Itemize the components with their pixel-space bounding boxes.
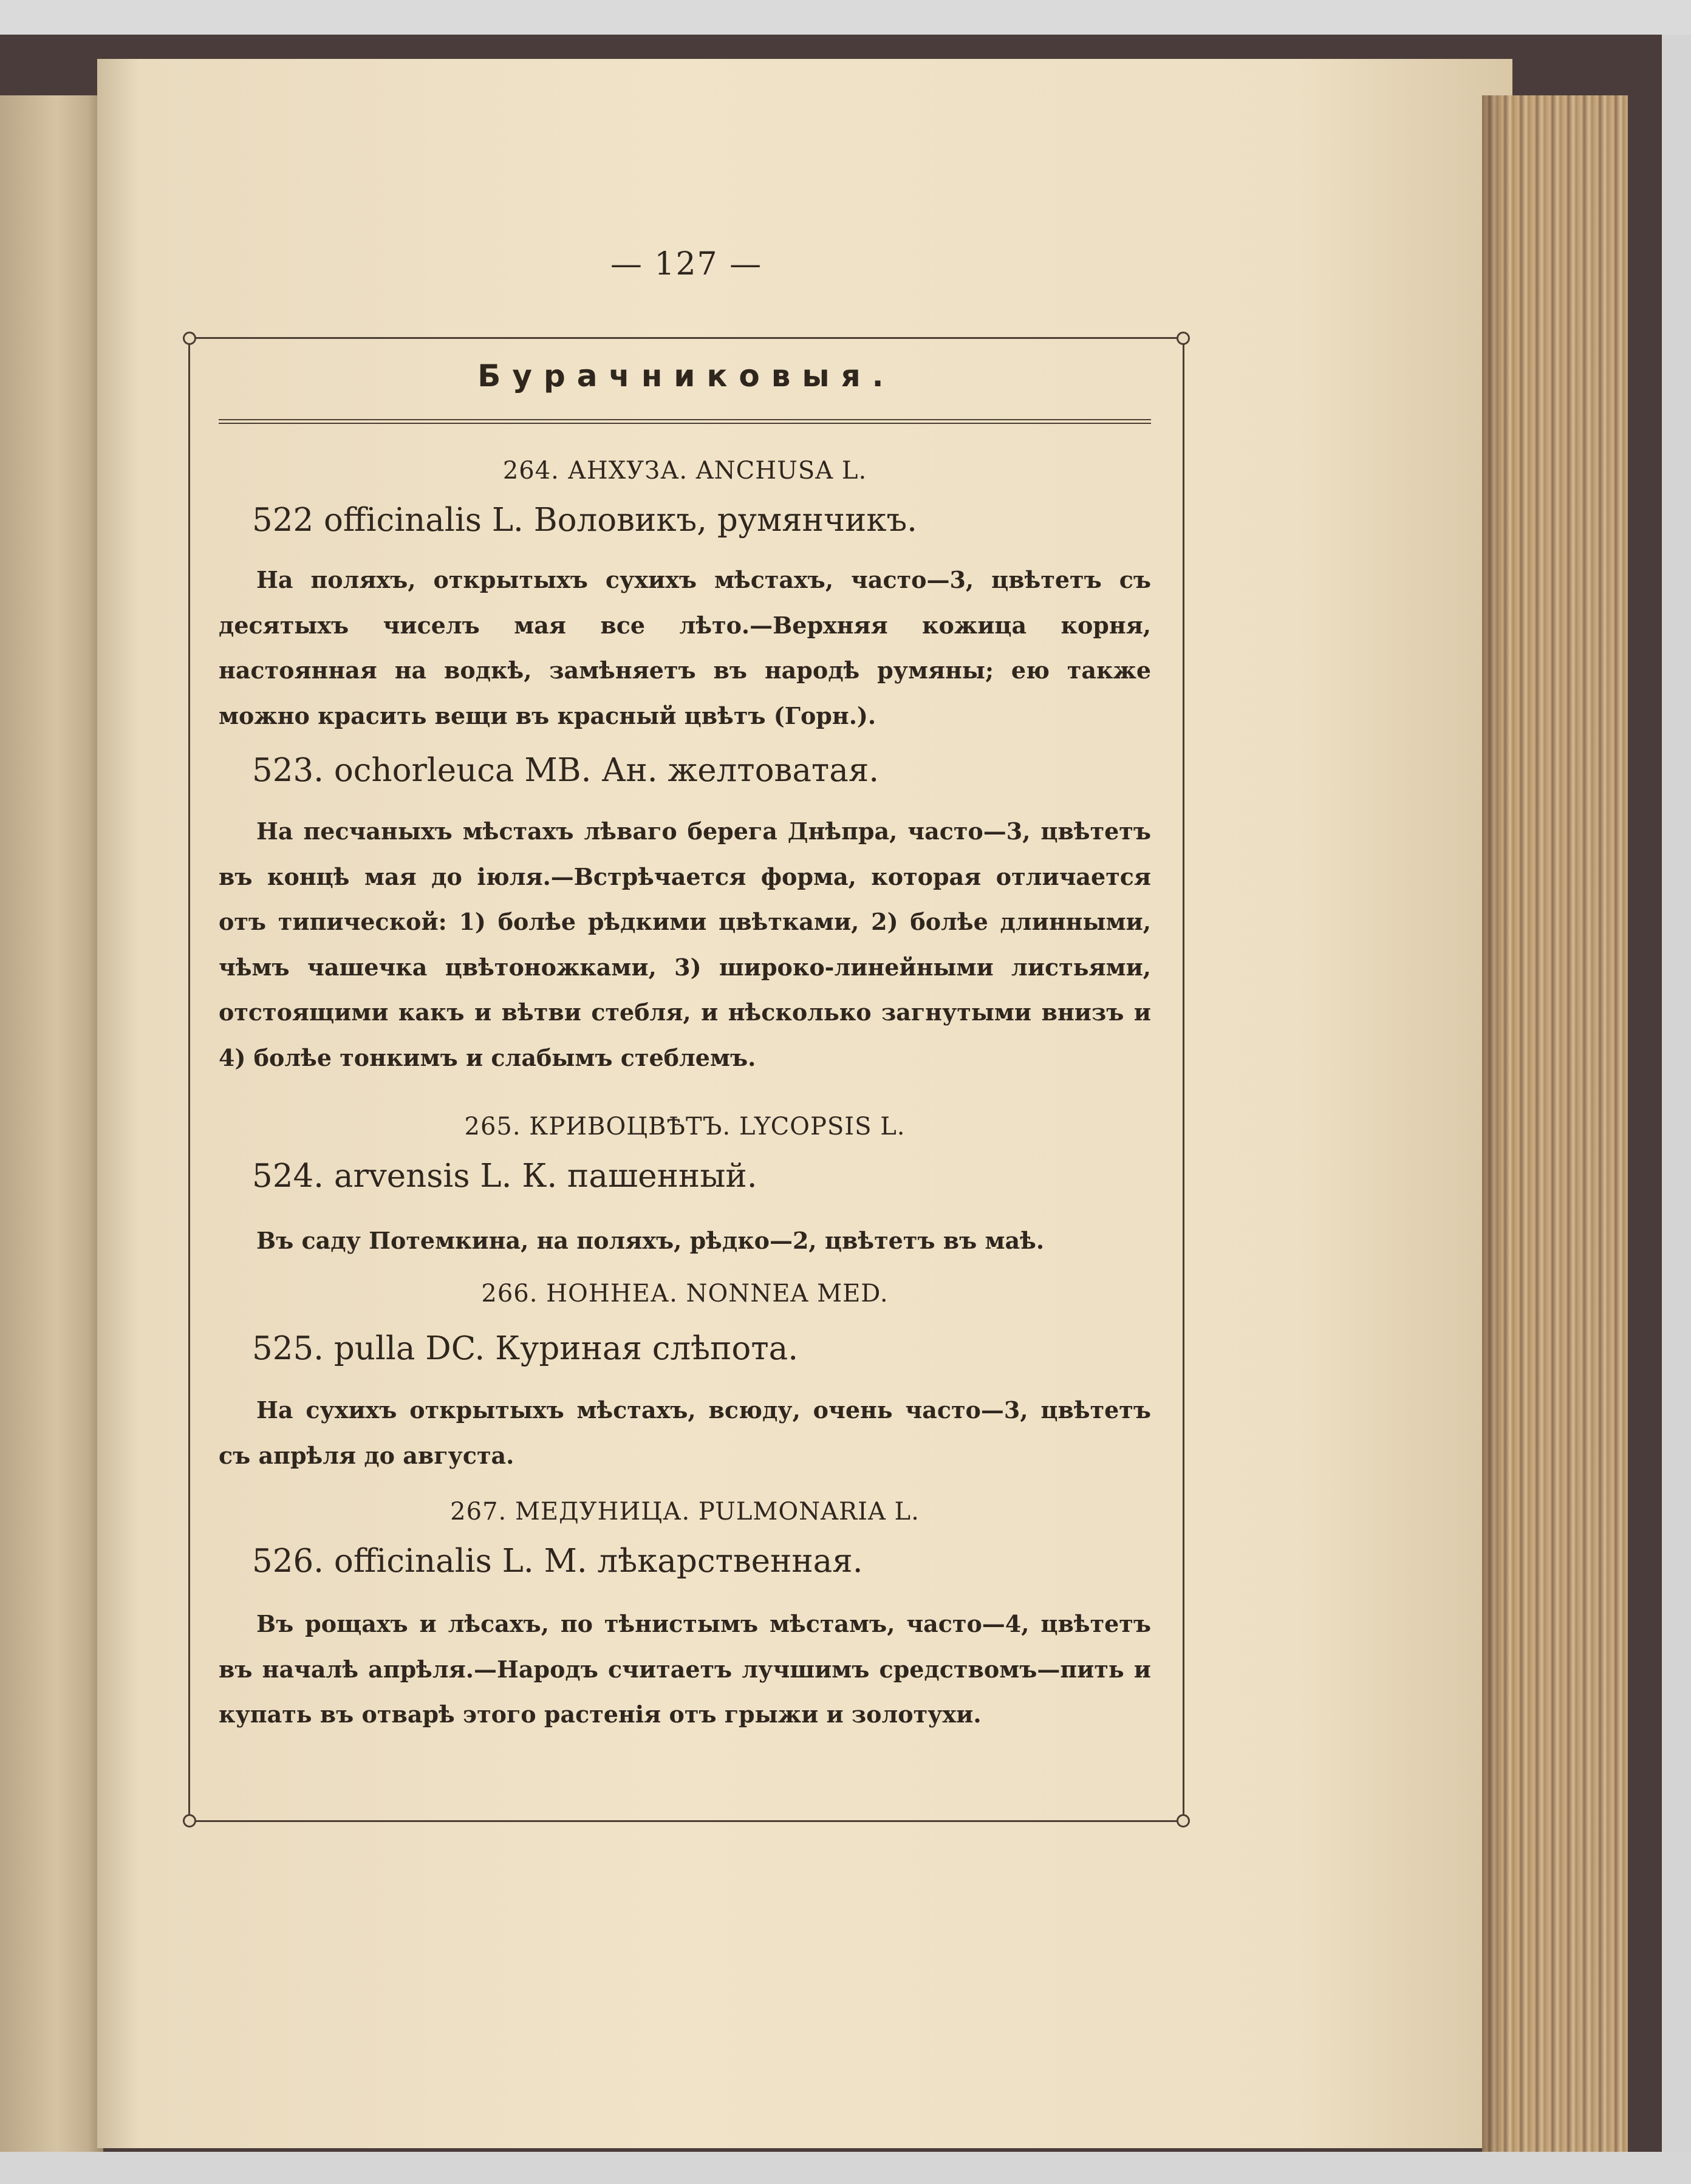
frame-ornament-icon xyxy=(1177,332,1190,345)
section-title: Бурачниковыя. xyxy=(477,358,895,394)
title-rule xyxy=(219,419,1151,424)
species-description: Въ рощахъ и лѣсахъ, по тѣнистымъ мѣстамъ, часто—4, цвѣтетъ въ началѣ апрѣля.—Народъ считаетъ лучшимъ средствомъ—пить и купать въ отварѣ этого растенія отъ грыжи и золотухи. xyxy=(219,1610,1151,1728)
page-number: — 127 — xyxy=(610,246,763,282)
species-heading: 526. officinalis L. М. лѣкарственная. xyxy=(252,1543,863,1580)
species-heading: 524. arvensis L. К. пашенный. xyxy=(252,1158,757,1195)
genus-heading: 267. МЕДУНИЦА. PULMONARIA L. xyxy=(450,1498,920,1526)
species-description: На поляхъ, открытыхъ сухихъ мѣстахъ, часто—3, цвѣтетъ съ десятыхъ чиселъ мая все лѣто.—Верхняя кожица корня, настоянная на водкѣ, замѣняетъ въ народѣ румяны; ею также можно красить вещи въ красный цвѣтъ (Горн.). xyxy=(219,566,1151,729)
species-description: На песчаныхъ мѣстахъ лѣваго берега Днѣпра, часто—3, цвѣтетъ въ концѣ мая до іюля.—Встрѣчается форма, которая отличается отъ типической: 1) болѣе рѣдкими цвѣтками, 2) болѣе длинными, чѣмъ чашечка цвѣтоножками, 3) широко-линейными листьями, отстоящими какъ и вѣтви стебля, и нѣсколько загнутыми внизъ и 4) болѣе тонкимъ и слабымъ стеблемъ. xyxy=(219,817,1151,1071)
frame-ornament-icon xyxy=(183,1814,196,1827)
genus-heading: 266. НОННЕА. NONNEA MED. xyxy=(481,1280,889,1308)
species-heading: 523. ochorleuca MB. Ан. желтоватая. xyxy=(252,752,880,789)
genus-heading: 264. АНХУЗА. ANCHUSA L. xyxy=(502,457,867,485)
species-heading: 525. pulla DC. Куриная слѣпота. xyxy=(252,1330,799,1367)
genus-heading: 265. КРИВОЦВѢТЪ. LYCOPSIS L. xyxy=(464,1113,906,1141)
species-heading: 522 officinalis L. Воловикъ, румянчикъ. xyxy=(252,502,918,539)
species-description: На сухихъ открытыхъ мѣстахъ, всюду, очень часто—3, цвѣтетъ съ апрѣля до августа. xyxy=(219,1396,1151,1469)
frame-ornament-icon xyxy=(1177,1814,1190,1827)
frame-ornament-icon xyxy=(183,332,196,345)
species-description: Въ саду Потемкина, на поляхъ, рѣдко—2, цвѣтетъ въ маѣ. xyxy=(256,1227,1045,1254)
